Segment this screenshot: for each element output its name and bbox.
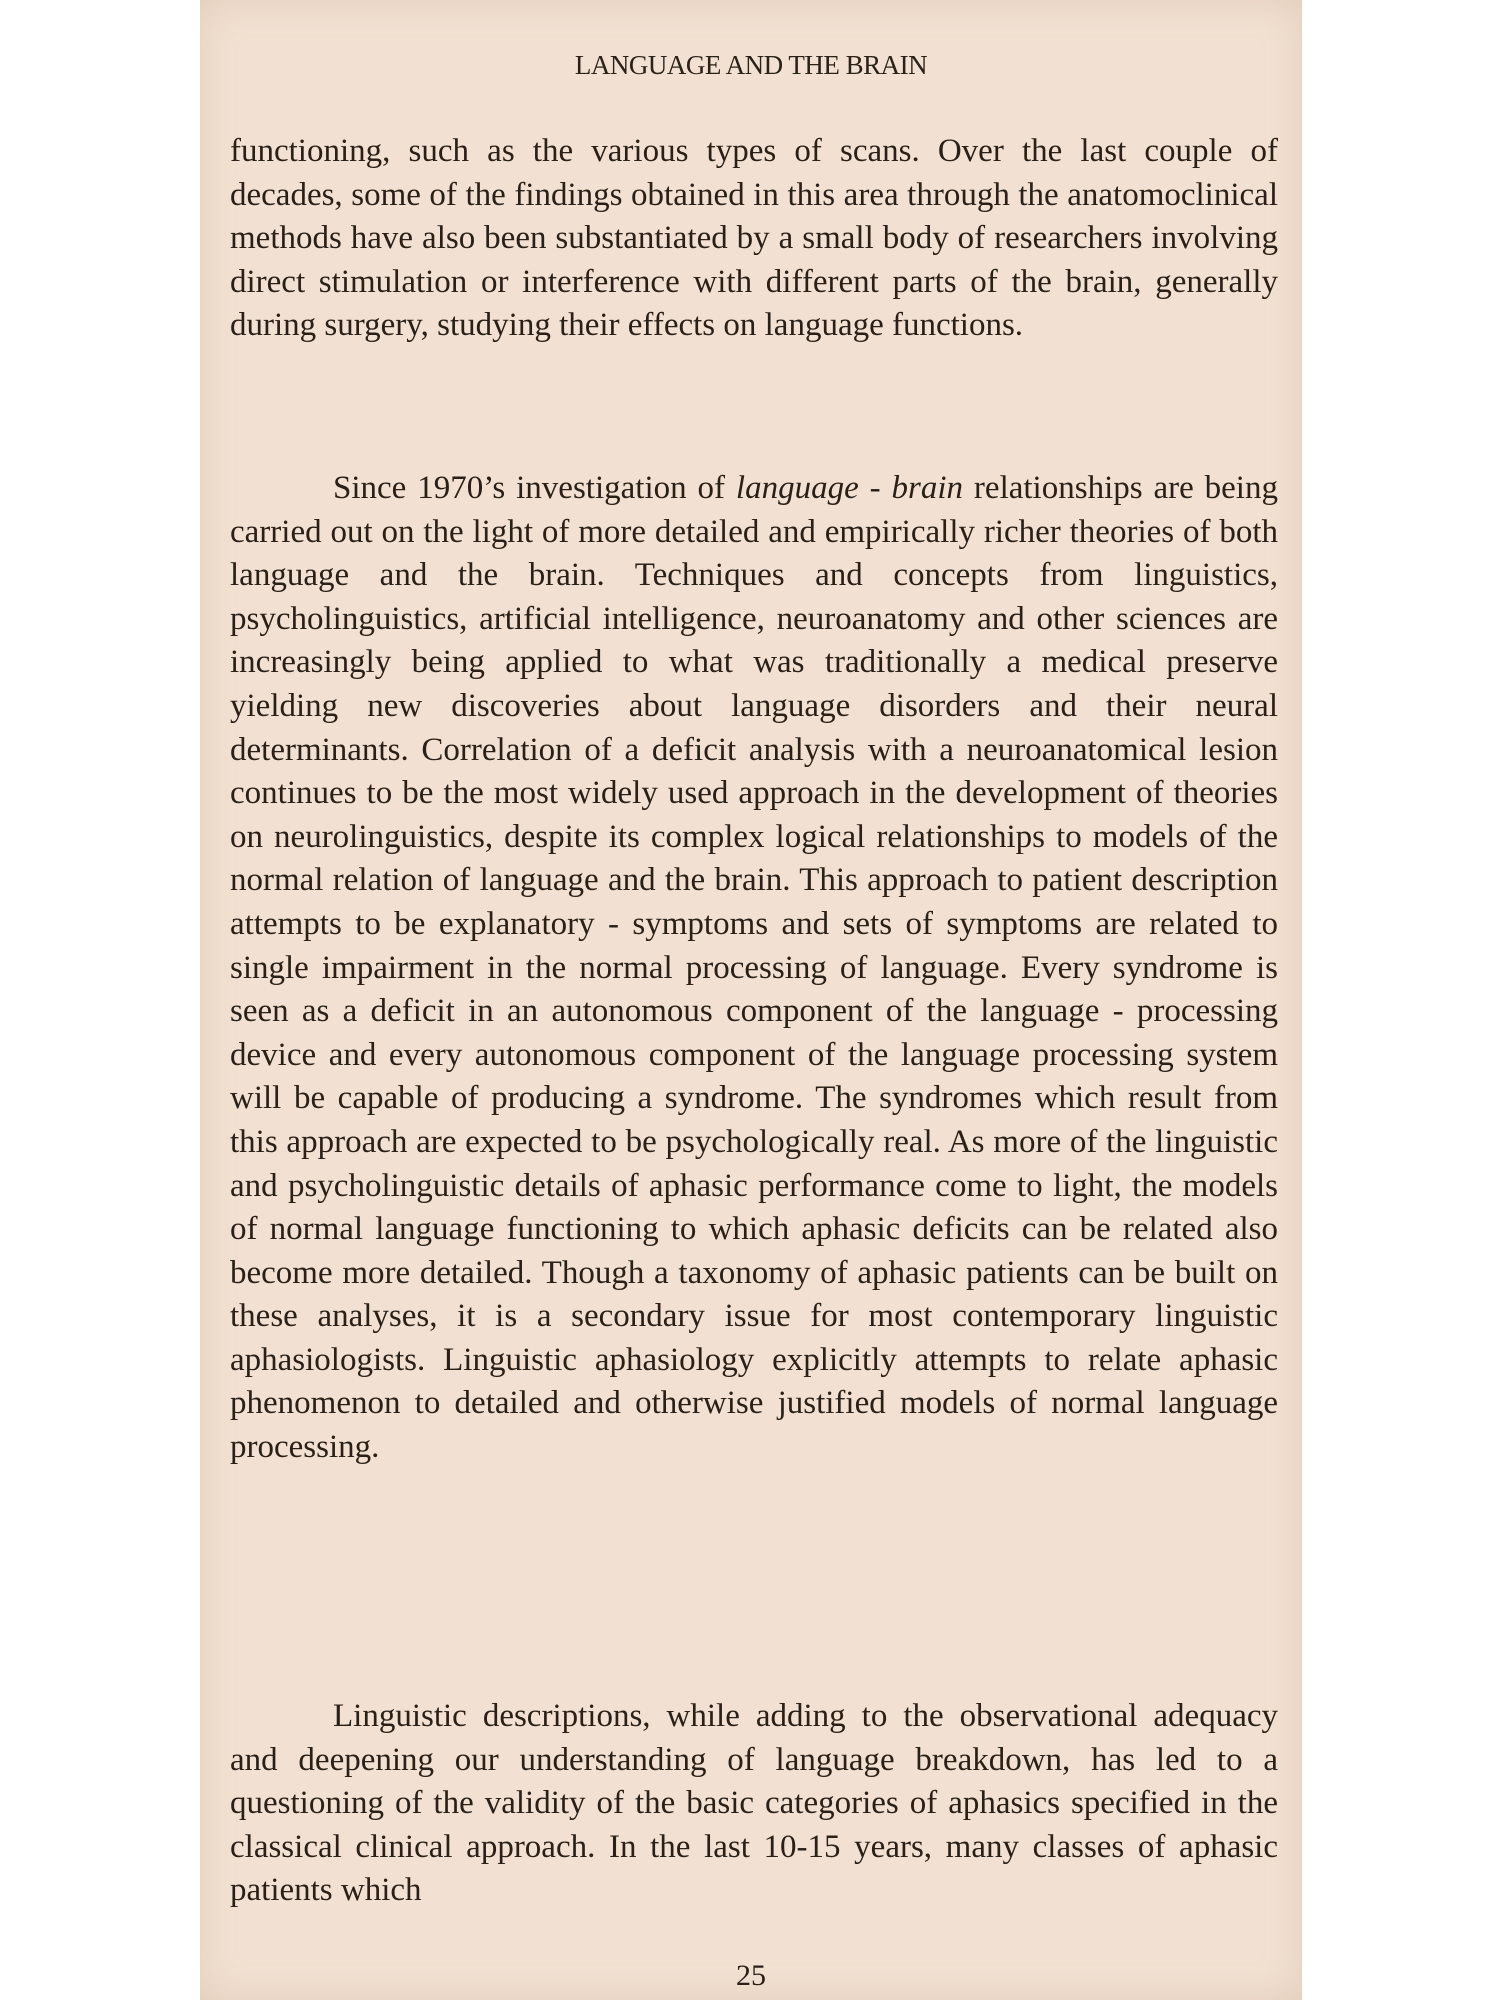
book-page bbox=[200, 0, 1302, 2000]
page-number: 25 bbox=[736, 1959, 766, 1992]
paragraph-2 bbox=[230, 467, 1278, 1470]
paragraph-2-intro: Since 1970’s investigation of bbox=[333, 470, 736, 506]
paragraph-1: functioning, such as the various types of scans. Over the last couple of decades, some of the findings obtained in this area through the anatomoclinical methods have also been substantiated by a small body of researchers involving direct stimulation or interference with different parts of the brain, generally during surgery, studying their effects on language functions. bbox=[230, 133, 1278, 344]
paragraph-2-emphasis: language - brain bbox=[735, 470, 964, 506]
paragraph-2-body: relationships are being carried out on the light of more detailed and empirically richer theories of both language and the brain. Techniques and concepts from linguistics, psycholinguistics, artificial intelligence, neuroanatomy and other sciences are increasingly being applied to what was traditionally a medical preserve yielding new discoveries about language disorders and their neural determinants. Correlation of a deficit analysis with a neuroanatomical lesion continues to be the most widely used approach in the development of theories on neurolinguistics, despite its complex logical relationships to models of the normal relation of language and the brain. This approach to patient description attempts to be explanatory - symptoms and sets of symptoms are related to single impairment in the normal processing of language. Every syndrome is seen as a deficit in an autonomous component of the language - processing device and every autonomous component of the language processing system will be capable of producing a syndrome. The syndromes which result from this approach are expected to be psychologically real. As more of the linguistic and psycholinguistic details of aphasic performance come to light, the models of normal language functioning to which aphasic deficits can be related also become more detailed. Though a taxonomy of aphasic patients can be built on these analyses, it is a secondary issue for most contemporary linguistic aphasiologists. Linguistic aphasiology explicitly attempts to relate aphasic phenomenon to detailed and otherwise justified models of normal language processing. bbox=[230, 470, 1278, 1466]
paragraph-3: Linguistic descriptions, while adding to the observational adequacy and deepening our understanding of language breakdown, has led to a questioning of the validity of the basic categories of aphasics specified in the classical clinical approach. In the last 10-15 years, many classes of aphasic patients which bbox=[230, 1698, 1278, 1909]
running-head: LANGUAGE AND THE BRAIN bbox=[574, 50, 928, 80]
